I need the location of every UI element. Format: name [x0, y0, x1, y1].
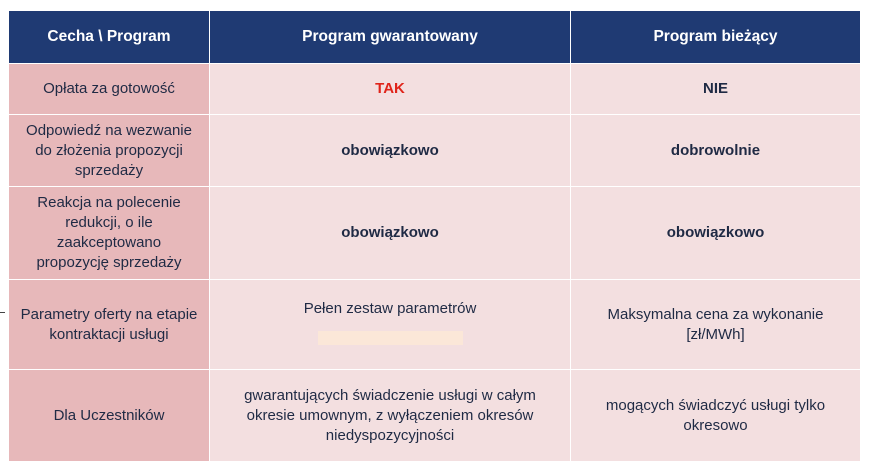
redacted-area: [318, 331, 463, 345]
feature-cell: Parametry oferty na etapie kontraktacji usługi: [9, 280, 210, 370]
table-row: [9, 280, 861, 370]
header-current: Program bieżący: [571, 11, 861, 64]
guaranteed-cell: gwarantujących świadczenie usługi w całym okresie umownym, z wyłączeniem okresów niedyspozycyjności: [210, 370, 571, 462]
table-row: [9, 115, 861, 187]
table-row: [9, 187, 861, 280]
current-cell: Maksymalna cena za wykonanie [zł/MWh]: [571, 280, 861, 370]
feature-cell: Odpowiedź na wezwanie do złożenia propozycji sprzedaży: [9, 115, 210, 187]
header-feature: Cecha \ Program: [9, 11, 210, 64]
current-cell: dobrowolnie: [571, 115, 861, 187]
comparison-table-container: [8, 10, 860, 458]
current-cell: mogących świadczyć usługi tylko okresowo: [571, 370, 861, 462]
edge-mark: [0, 312, 5, 313]
current-cell: obowiązkowo: [571, 187, 861, 280]
guaranteed-cell: TAK: [210, 64, 571, 115]
current-cell: NIE: [571, 64, 861, 115]
header-row: [9, 11, 861, 64]
feature-cell: Reakcja na polecenie redukcji, o ile zaakceptowano propozycję sprzedaży: [9, 187, 210, 280]
comparison-table: [8, 10, 861, 462]
table-row: [9, 370, 861, 462]
guaranteed-text: Pełen zestaw parametrów: [303, 299, 477, 317]
guaranteed-cell: [210, 280, 571, 370]
guaranteed-cell: obowiązkowo: [210, 187, 571, 280]
feature-cell: Opłata za gotowość: [9, 64, 210, 115]
table-row: [9, 64, 861, 115]
guaranteed-cell: obowiązkowo: [210, 115, 571, 187]
header-guaranteed: Program gwarantowany: [210, 11, 571, 64]
feature-cell: Dla Uczestników: [9, 370, 210, 462]
